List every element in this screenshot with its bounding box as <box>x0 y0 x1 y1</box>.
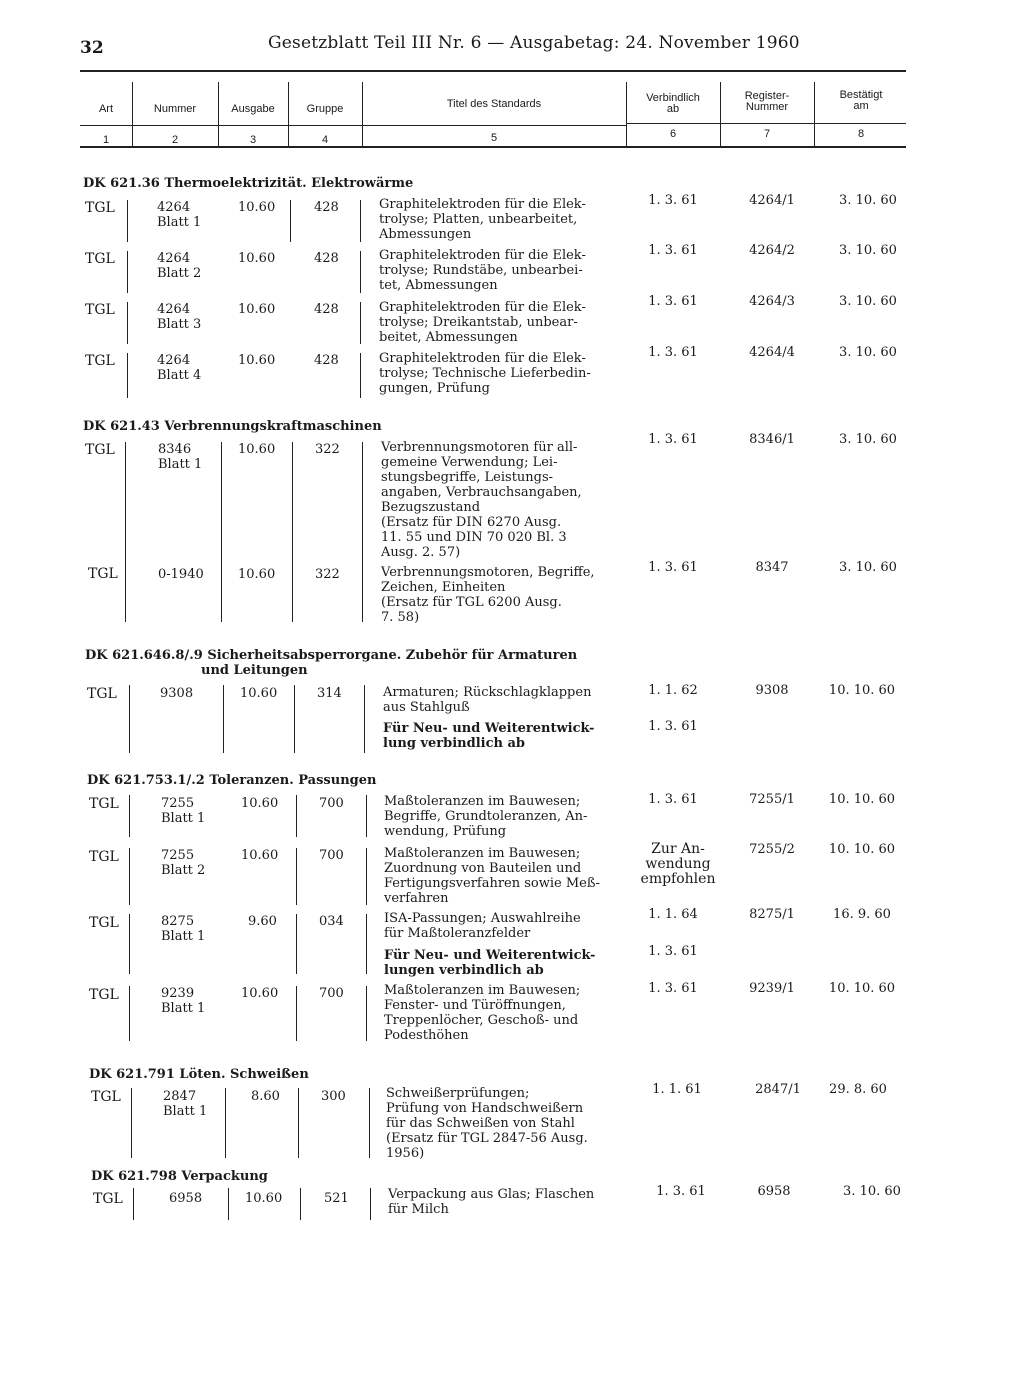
blatt-cell: Blatt 1 <box>163 1104 208 1119</box>
register-cell: 9308 <box>755 683 789 698</box>
column-bar <box>294 685 295 753</box>
titel-line: Zeichen, Einheiten <box>381 580 506 595</box>
register-cell: 7255/1 <box>749 792 795 807</box>
col-header-bestaetigt-line: am <box>853 100 869 112</box>
bestaetigt-cell: 3. 10. 60 <box>843 1184 901 1199</box>
col-header-verbindlich-line: Verbindlich <box>646 92 700 104</box>
titel-line: Für Neu- und Weiterentwick- <box>384 948 596 963</box>
bestaetigt-cell: 29. 8. 60 <box>829 1082 887 1097</box>
titel-line: Treppenlöcher, Geschoß- und <box>384 1013 579 1028</box>
column-bar <box>292 442 293 622</box>
column-divider <box>720 82 721 146</box>
column-bar <box>296 795 297 837</box>
blatt-cell: Blatt 4 <box>157 368 202 383</box>
column-bar <box>298 1088 299 1158</box>
titel-cell <box>381 440 613 560</box>
column-bar <box>366 986 367 1041</box>
titel-line: Fertigungsverfahren sowie Meß- <box>384 876 600 891</box>
gruppe-cell: 428 <box>314 302 339 317</box>
gruppe-cell: 322 <box>315 442 340 457</box>
nummer-cell: 7255 <box>161 848 195 863</box>
blatt-cell: Blatt 1 <box>158 457 203 472</box>
bestaetigt-cell: 3. 10. 60 <box>839 432 897 447</box>
ausgabe-cell: 10.60 <box>245 1191 283 1206</box>
titel-line: Verbrennungsmotoren für all- <box>381 440 578 455</box>
ausgabe-cell: 10.60 <box>240 686 278 701</box>
titel-line: verfahren <box>384 891 449 906</box>
blatt-cell: Blatt 1 <box>161 1001 206 1016</box>
column-bar <box>221 442 222 622</box>
col-number: 8 <box>857 128 865 140</box>
verbindlich-cell <box>628 842 728 887</box>
verbindlich-cell: 1. 1. 61 <box>652 1082 702 1097</box>
art-cell: TGL <box>85 302 115 318</box>
bestaetigt-cell: 3. 10. 60 <box>839 243 897 258</box>
titel-line: trolyse; Platten, unbearbeitet, <box>379 212 578 227</box>
art-cell: TGL <box>87 686 117 702</box>
col-header-nummer: Nummer <box>153 103 197 115</box>
col-header-verbindlich <box>628 93 718 115</box>
titel-line: (Ersatz für TGL 2847-56 Ausg. <box>386 1131 588 1146</box>
col-number: 5 <box>490 132 498 144</box>
titel-line: Maßtoleranzen im Bauwesen; <box>384 846 581 861</box>
titel-line: Verbrennungsmotoren, Begriffe, <box>381 565 595 580</box>
register-cell: 4264/4 <box>749 345 795 360</box>
register-cell: 4264/1 <box>749 193 795 208</box>
verbindlich-cell: 1. 3. 61 <box>656 1184 706 1199</box>
column-bar <box>366 795 367 837</box>
bestaetigt-cell: 3. 10. 60 <box>839 345 897 360</box>
col-number: 1 <box>102 134 110 146</box>
gruppe-cell: 322 <box>315 567 340 582</box>
titel-cell <box>379 248 611 293</box>
column-bar <box>360 200 361 242</box>
titel-line: Fenster- und Türöffnungen, <box>384 998 566 1013</box>
verbindlich-line: Zur An- <box>651 841 705 857</box>
col-header-register-line: Nummer <box>745 101 789 113</box>
titel-line: ISA-Passungen; Auswahlreihe <box>384 911 581 926</box>
titel-line: angaben, Verbrauchsangaben, <box>381 485 582 500</box>
gruppe-cell: 314 <box>317 686 342 701</box>
register-cell: 8275/1 <box>749 907 795 922</box>
titel-line: trolyse; Dreikantstab, unbear- <box>379 315 578 330</box>
column-bar <box>366 848 367 905</box>
col-header-register <box>722 91 812 113</box>
gruppe-cell: 300 <box>321 1089 346 1104</box>
column-bar <box>296 848 297 905</box>
ausgabe-cell: 10.60 <box>238 567 276 582</box>
titel-line: Bezugszustand <box>381 500 481 515</box>
titel-line: (Ersatz für TGL 6200 Ausg. <box>381 595 562 610</box>
section-title-line: und Leitungen <box>201 663 308 678</box>
bestaetigt-cell: 10. 10. 60 <box>828 792 896 807</box>
col-number: 4 <box>321 134 329 146</box>
verbindlich-cell: 1. 3. 61 <box>648 560 698 575</box>
titel-cell <box>381 565 613 625</box>
gruppe-cell: 700 <box>319 796 344 811</box>
column-bar <box>129 848 130 905</box>
register-cell: 7255/2 <box>749 842 795 857</box>
column-bar <box>127 200 128 242</box>
bestaetigt-cell: 3. 10. 60 <box>839 193 897 208</box>
bestaetigt-cell: 10. 10. 60 <box>828 683 896 698</box>
ausgabe-cell: 10.60 <box>238 353 276 368</box>
bestaetigt-cell: 10. 10. 60 <box>828 981 896 996</box>
verbindlich-cell: 1. 1. 62 <box>648 683 698 698</box>
ausgabe-cell: 10.60 <box>238 302 276 317</box>
art-cell: TGL <box>85 353 115 369</box>
gruppe-cell: 521 <box>324 1191 349 1206</box>
section-title: DK 621.43 Verbrennungskraftmaschinen <box>83 419 382 434</box>
titel-line: Für Neu- und Weiterentwick- <box>383 721 595 736</box>
blatt-cell: Blatt 1 <box>161 811 206 826</box>
titel-line: Maßtoleranzen im Bauwesen; <box>384 794 581 809</box>
titel-line: Zuordnung von Bauteilen und <box>384 861 582 876</box>
col-number: 3 <box>249 134 257 146</box>
titel-line: lungen verbindlich ab <box>384 963 544 978</box>
titel-line: Armaturen; Rückschlagklappen <box>383 685 592 700</box>
running-header: Gesetzblatt Teil III Nr. 6 — Ausgabetag: 24. November 1960 <box>268 33 800 53</box>
bestaetigt-cell: 16. 9. 60 <box>833 907 891 922</box>
art-cell: TGL <box>93 1191 123 1207</box>
column-bar <box>369 1088 370 1158</box>
verbindlich-cell: 1. 3. 61 <box>648 345 698 360</box>
ausgabe-cell: 10.60 <box>238 442 276 457</box>
titel-cell <box>383 685 613 715</box>
titel-line: 11. 55 und DIN 70 020 Bl. 3 <box>381 530 567 545</box>
gruppe-cell: 428 <box>314 200 339 215</box>
blatt-cell: Blatt 2 <box>157 266 202 281</box>
section-title: DK 621.798 Verpackung <box>91 1169 268 1184</box>
titel-cell <box>384 911 614 941</box>
header-mid-rule <box>80 125 626 126</box>
blatt-cell: Blatt 3 <box>157 317 202 332</box>
blatt-cell: Blatt 2 <box>161 863 206 878</box>
gruppe-cell: 700 <box>319 986 344 1001</box>
titel-line: Verpackung aus Glas; Flaschen <box>388 1187 595 1202</box>
column-bar <box>296 914 297 974</box>
col-header-art: Art <box>98 103 114 115</box>
titel-line: gemeine Verwendung; Lei- <box>381 455 558 470</box>
nummer-cell: 9239 <box>161 986 195 1001</box>
titel-cell <box>388 1187 620 1217</box>
ausgabe-cell: 8.60 <box>251 1089 280 1104</box>
column-bar <box>223 685 224 753</box>
column-bar <box>300 1188 301 1220</box>
titel-cell <box>384 846 614 906</box>
column-bar <box>127 302 128 344</box>
ausgabe-cell: 9.60 <box>248 914 277 929</box>
titel-cell <box>379 300 611 345</box>
col-header-titel: Titel des Standards <box>446 98 542 110</box>
titel-line: trolyse; Rundstäbe, unbearbei- <box>379 263 583 278</box>
verbindlich-cell: 1. 3. 61 <box>648 193 698 208</box>
page-number: 32 <box>80 38 104 58</box>
verbindlich-line: wendung <box>645 856 711 872</box>
titel-line: beitet, Abmessungen <box>379 330 518 345</box>
verbindlich-line: empfohlen <box>640 871 716 887</box>
titel-cell <box>384 794 614 839</box>
bestaetigt-cell: 10. 10. 60 <box>828 842 896 857</box>
titel-line: 7. 58) <box>381 610 420 625</box>
titel-cell <box>379 197 611 242</box>
titel-line: stungsbegriffe, Leistungs- <box>381 470 554 485</box>
verbindlich-cell: 1. 3. 61 <box>648 243 698 258</box>
section-title <box>85 648 577 678</box>
titel-line: für das Schweißen von Stahl <box>386 1116 575 1131</box>
verbindlich-cell: 1. 3. 61 <box>648 792 698 807</box>
nummer-cell: 4264 <box>157 251 191 266</box>
blatt-cell: Blatt 1 <box>157 215 202 230</box>
titel-line: wendung, Prüfung <box>384 824 507 839</box>
titel-line: aus Stahlguß <box>383 700 470 715</box>
nummer-cell: 0-1940 <box>158 567 204 582</box>
column-bar <box>129 986 130 1041</box>
blatt-cell: Blatt 1 <box>161 929 206 944</box>
titel-line: (Ersatz für DIN 6270 Ausg. <box>381 515 562 530</box>
col-header-bestaetigt <box>816 90 906 112</box>
column-bar <box>125 442 126 622</box>
bestaetigt-cell: 3. 10. 60 <box>839 560 897 575</box>
titel-line: tet, Abmessungen <box>379 278 498 293</box>
verbindlich-cell: 1. 3. 61 <box>648 294 698 309</box>
column-divider <box>132 82 133 146</box>
nummer-cell: 8275 <box>161 914 195 929</box>
ausgabe-cell: 10.60 <box>238 251 276 266</box>
art-cell: TGL <box>89 987 119 1003</box>
nummer-cell: 7255 <box>161 796 195 811</box>
section-title-line: DK 621.646.8/.9 Sicherheitsabsperrorgane. Zubehör für Armaturen <box>85 648 578 663</box>
verbindlich-cell: 1. 3. 61 <box>648 944 698 959</box>
header-mid-rule <box>626 123 906 124</box>
art-cell: TGL <box>85 200 115 216</box>
verbindlich-cell: 1. 3. 61 <box>648 432 698 447</box>
column-bar <box>296 986 297 1041</box>
column-bar <box>360 302 361 344</box>
column-bar <box>127 251 128 293</box>
col-header-verbindlich-line: ab <box>666 103 680 115</box>
column-bar <box>225 1088 226 1158</box>
col-header-register-line: Register- <box>744 90 790 102</box>
section-title: DK 621.36 Thermoelektrizität. Elektrowärme <box>83 176 414 191</box>
column-bar <box>131 1088 132 1158</box>
nummer-cell: 4264 <box>157 353 191 368</box>
column-divider <box>218 82 219 146</box>
verbindlich-cell: 1. 3. 61 <box>648 719 698 734</box>
art-cell: TGL <box>89 849 119 865</box>
register-cell: 6958 <box>757 1184 791 1199</box>
ausgabe-cell: 10.60 <box>241 986 279 1001</box>
col-header-gruppe: Gruppe <box>306 103 344 115</box>
titel-line: 1956) <box>386 1146 425 1161</box>
titel-line: Schweißerprüfungen; <box>386 1086 530 1101</box>
column-bar <box>290 200 291 242</box>
col-header-bestaetigt-line: Bestätigt <box>839 89 883 101</box>
ausgabe-cell: 10.60 <box>241 796 279 811</box>
bestaetigt-cell: 3. 10. 60 <box>839 294 897 309</box>
titel-line: für Milch <box>388 1202 449 1217</box>
column-bar <box>228 1188 229 1220</box>
titel-line: Ausg. 2. 57) <box>381 545 461 560</box>
gruppe-cell: 034 <box>319 914 344 929</box>
titel-line: Graphitelektroden für die Elek- <box>379 300 586 315</box>
header-rule <box>80 70 906 72</box>
register-cell: 2847/1 <box>755 1082 801 1097</box>
col-header-ausgabe: Ausgabe <box>231 103 275 115</box>
register-cell: 9239/1 <box>749 981 795 996</box>
titel-line: Graphitelektroden für die Elek- <box>379 197 586 212</box>
titel-line: trolyse; Technische Lieferbedin- <box>379 366 591 381</box>
column-divider <box>814 82 815 146</box>
column-bar <box>129 914 130 974</box>
column-bar <box>370 1188 371 1220</box>
column-bar <box>364 685 365 753</box>
titel-cell-bold <box>383 721 613 751</box>
titel-cell-bold <box>384 948 614 978</box>
register-cell: 8346/1 <box>749 432 795 447</box>
col-number: 6 <box>669 128 677 140</box>
art-cell: TGL <box>85 442 115 458</box>
ausgabe-cell: 10.60 <box>241 848 279 863</box>
column-divider <box>626 82 627 146</box>
titel-line: Prüfung von Handschweißern <box>386 1101 584 1116</box>
column-divider <box>362 82 363 146</box>
gruppe-cell: 428 <box>314 353 339 368</box>
nummer-cell: 6958 <box>169 1191 203 1206</box>
nummer-cell: 9308 <box>160 686 194 701</box>
section-title: DK 621.753.1/.2 Toleranzen. Passungen <box>87 773 377 788</box>
nummer-cell: 8346 <box>158 442 192 457</box>
titel-line: für Maßtoleranzfelder <box>384 926 531 941</box>
column-bar <box>133 1188 134 1220</box>
gruppe-cell: 700 <box>319 848 344 863</box>
verbindlich-cell: 1. 1. 64 <box>648 907 698 922</box>
register-cell: 4264/3 <box>749 294 795 309</box>
art-cell: TGL <box>89 915 119 931</box>
titel-line: lung verbindlich ab <box>383 736 525 751</box>
column-bar <box>129 685 130 753</box>
art-cell: TGL <box>88 566 118 582</box>
titel-line: Podesthöhen <box>384 1028 469 1043</box>
titel-line: Graphitelektroden für die Elek- <box>379 248 586 263</box>
art-cell: TGL <box>89 796 119 812</box>
column-bar <box>360 353 361 398</box>
titel-line: Abmessungen <box>379 227 472 242</box>
column-bar <box>360 251 361 293</box>
nummer-cell: 4264 <box>157 200 191 215</box>
titel-cell <box>379 351 611 396</box>
column-divider <box>288 82 289 146</box>
titel-line: Maßtoleranzen im Bauwesen; <box>384 983 581 998</box>
column-bar <box>127 353 128 398</box>
column-bar <box>362 442 363 622</box>
titel-line: Graphitelektroden für die Elek- <box>379 351 586 366</box>
register-cell: 8347 <box>755 560 789 575</box>
titel-line: Begriffe, Grundtoleranzen, An- <box>384 809 588 824</box>
section-title: DK 621.791 Löten. Schweißen <box>89 1067 309 1082</box>
gruppe-cell: 428 <box>314 251 339 266</box>
col-number: 7 <box>763 128 771 140</box>
col-number: 2 <box>171 134 179 146</box>
art-cell: TGL <box>85 251 115 267</box>
art-cell: TGL <box>91 1089 121 1105</box>
titel-line: gungen, Prüfung <box>379 381 490 396</box>
titel-cell <box>386 1086 616 1161</box>
titel-cell <box>384 983 614 1043</box>
register-cell: 4264/2 <box>749 243 795 258</box>
column-bar <box>366 914 367 974</box>
header-bottom-rule <box>80 146 906 148</box>
column-bar <box>129 795 130 837</box>
verbindlich-cell: 1. 3. 61 <box>648 981 698 996</box>
ausgabe-cell: 10.60 <box>238 200 276 215</box>
nummer-cell: 4264 <box>157 302 191 317</box>
nummer-cell: 2847 <box>163 1089 197 1104</box>
